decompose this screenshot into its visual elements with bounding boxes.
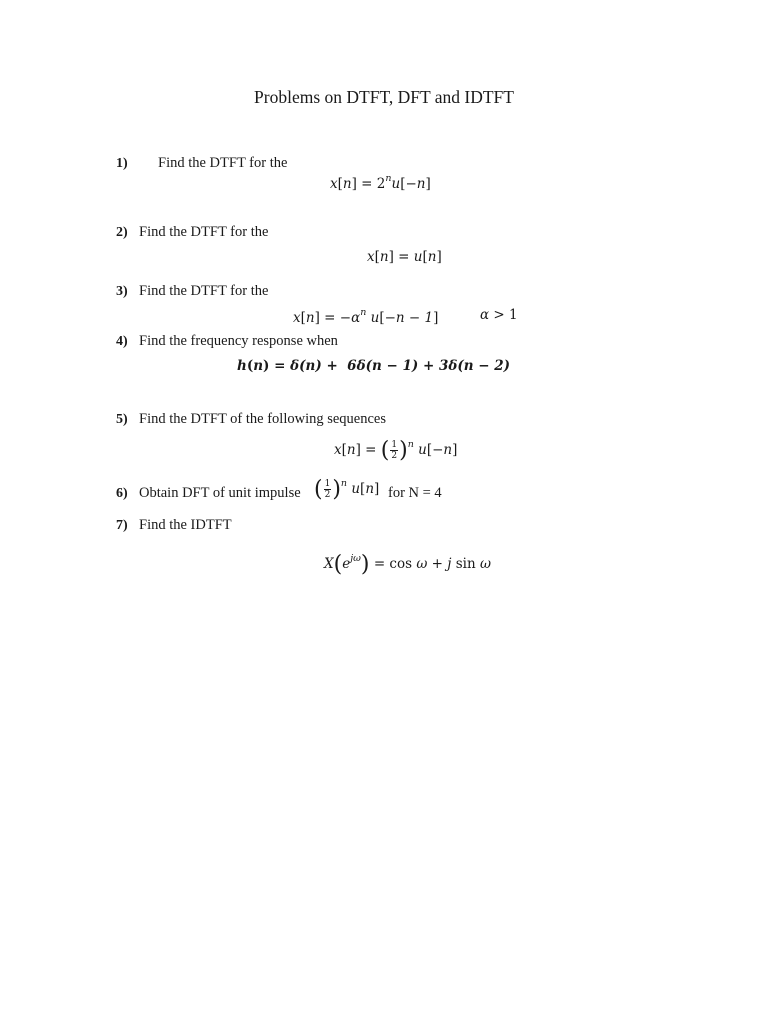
problem-prompt: Find the DTFT for the (139, 283, 269, 299)
problem-prompt: Obtain DFT of unit impulse (139, 485, 301, 501)
problem-number: 3) (116, 284, 128, 299)
problem-prompt: Find the DTFT of the following sequences (139, 411, 387, 427)
problem-prompt: Find the DTFT for the (158, 155, 288, 171)
problem-prompt: Find the frequency response when (139, 333, 338, 349)
problem-equation: $X(e^{j\omega}) = \cos \omega + j$ sin ω (324, 552, 492, 577)
page-title: Problems on DTFT, DFT and IDTFT (254, 87, 514, 107)
problem-equation: $x[n] = 2^nu[-n]$ (330, 173, 431, 192)
problem-number: 5) (116, 412, 128, 427)
problem-prompt: Find the IDTFT (139, 517, 232, 533)
problem-number: 6) (116, 486, 128, 501)
problem-equation: h(n) = δ(n) + 6δ(n − 1) + 3δ(n − 2) (237, 358, 511, 374)
problem-equation: x[n] = ( $\frac{1}{2}$ )$^n$ u[−n] (334, 438, 458, 463)
problem-number: 2) (116, 225, 128, 240)
problem-equation: ( $\frac{1}{2}$ )$^n$ u[n] (314, 477, 380, 502)
problem-equation: $x[n] = -\alpha^n$ u[−n − 1] (293, 307, 439, 326)
problem-condition: α > 1 (480, 307, 518, 323)
problem-number: 7) (116, 518, 128, 533)
problem-equation: x[n] = u[n] (367, 249, 442, 265)
problem-number: 1) (116, 156, 128, 171)
problem-suffix: for N = 4 (388, 485, 442, 501)
problem-prompt: Find the DTFT for the (139, 224, 269, 240)
problem-number: 4) (116, 334, 128, 349)
